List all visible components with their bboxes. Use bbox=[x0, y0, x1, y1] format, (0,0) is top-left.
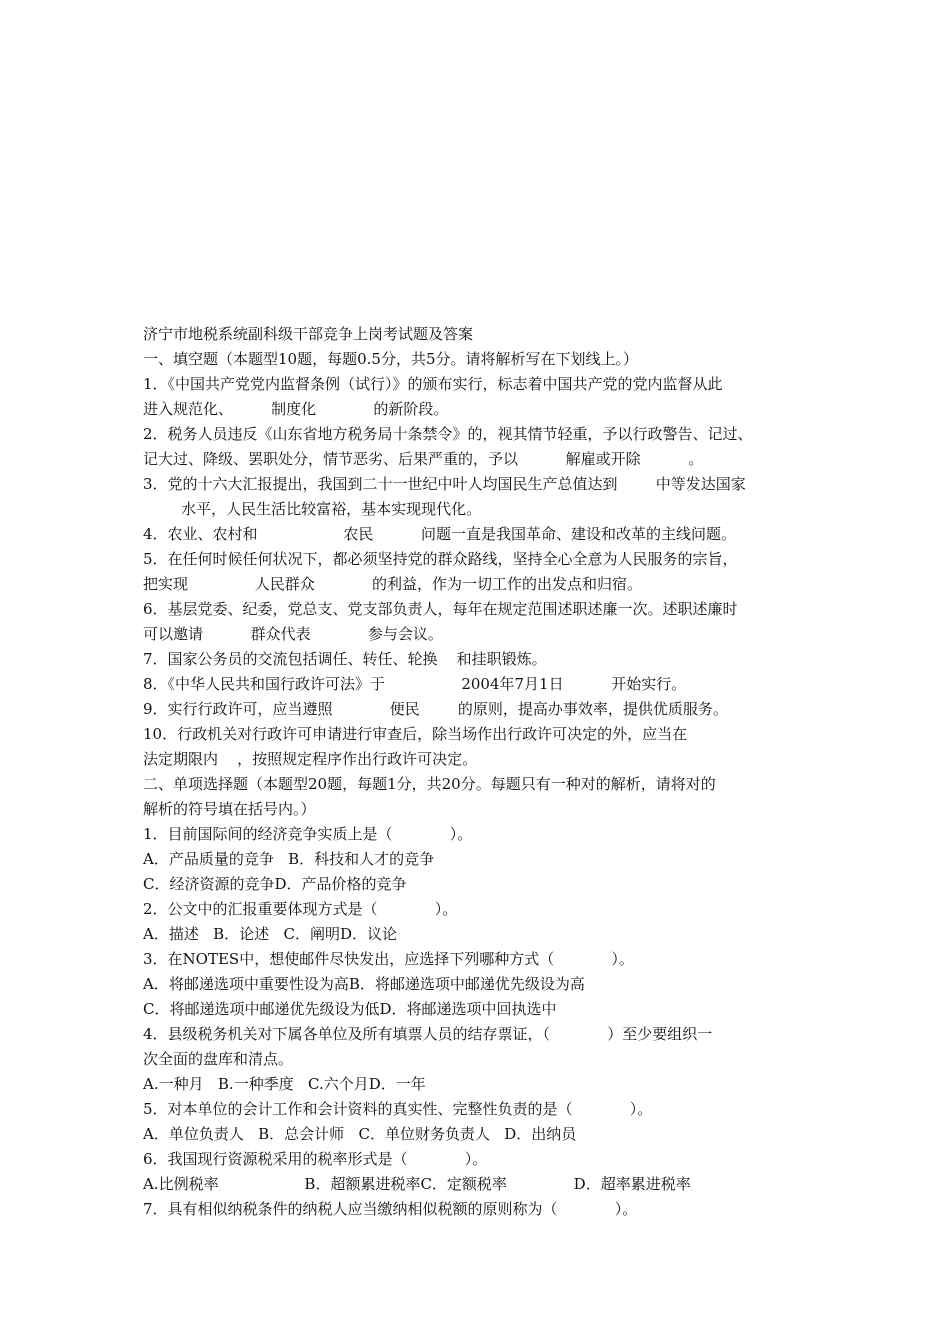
text-line: 可以邀请 群众代表 参与会议。 bbox=[143, 625, 443, 643]
text-line: 解析的符号填在括号内。） bbox=[143, 800, 316, 818]
document-body bbox=[143, 322, 833, 1222]
text-line: 次全面的盘库和清点。 bbox=[143, 1050, 294, 1068]
question-line: 6．我国现行资源税采用的税率形式是（ ）。 bbox=[143, 1150, 488, 1168]
question-line: 3．在NOTES中，想使邮件尽快发出，应选择下列哪种方式（ ）。 bbox=[143, 950, 634, 968]
option-line: A.比例税率 B．超额累进税率C．定额税率 D．超率累进税率 bbox=[143, 1175, 691, 1193]
text-line: 4．农业、农村和 农民 问题一直是我国革命、建设和改革的主线问题。 bbox=[143, 525, 737, 543]
text-line: 5．在任何时候任何状况下，都必须坚持党的群众路线，坚持全心全意为人民服务的宗旨， bbox=[143, 550, 738, 568]
option-line: C．将邮递选项中邮递优先级设为低D．将邮递选项中回执选中 bbox=[143, 1000, 557, 1018]
option-line: A．单位负责人 B．总会计师 C．单位财务负责人 D．出纳员 bbox=[143, 1125, 577, 1143]
text-line: 10．行政机关对行政许可申请进行审查后，除当场作出行政许可决定的外，应当在 bbox=[143, 725, 688, 743]
text-line: 进入规范化、 制度化 的新阶段。 bbox=[143, 400, 449, 418]
option-line: A．描述 B．论述 C．阐明D．议论 bbox=[143, 925, 397, 943]
text-line: 法定期限内 ，按照规定程序作出行政许可决定。 bbox=[143, 750, 478, 768]
question-line: 4．县级税务机关对下属各单位及所有填票人员的结存票证，（ ）至少要组织一 bbox=[143, 1025, 713, 1043]
text-line: 6．基层党委、纪委，党总支、党支部负责人，每年在规定范围述职述廉一次。述职述廉时 bbox=[143, 600, 738, 618]
option-line: A．产品质量的竞争 B．科技和人才的竞争 bbox=[143, 850, 435, 868]
text-line: 8．《中华人民共和国行政许可法》于 2004年7月1日 开始实行。 bbox=[143, 675, 687, 693]
text-line: 2．税务人员违反《山东省地方税务局十条禁令》的，视其情节轻重，予以行政警告、记过、 bbox=[143, 425, 753, 443]
question-line: 7．具有相似纳税条件的纳税人应当缴纳相似税额的原则称为（ ）。 bbox=[143, 1200, 638, 1218]
text-line: 水平，人民生活比较富裕，基本实现现代化。 bbox=[143, 500, 482, 518]
text-line: 3．党的十六大汇报提出，我国到二十一世纪中叶人均国民生产总值达到 中等发达国家 bbox=[143, 475, 746, 493]
text-line: 1．《中国共产党党内监督条例（试行）》的颁布实行，标志着中国共产党的党内监督从此 bbox=[143, 375, 723, 393]
document-title: 济宁市地税系统副科级干部竞争上岗考试题及答案 bbox=[143, 325, 474, 343]
question-line: 5．对本单位的会计工作和会计资料的真实性、完整性负责的是（ ）。 bbox=[143, 1100, 653, 1118]
text-line: 把实现 人民群众 的利益，作为一切工作的出发点和归宿。 bbox=[143, 575, 642, 593]
text-line: 9．实行行政许可，应当遵照 便民 的原则，提高办事效率，提供优质服务。 bbox=[143, 700, 728, 718]
text-line: 记大过、降级、罢职处分，情节恶劣、后果严重的，予以 解雇或开除 。 bbox=[143, 450, 704, 468]
option-line: A.一种月 B.一种季度 C.六个月D．一年 bbox=[143, 1075, 426, 1093]
text-line: 7．国家公务员的交流包括调任、转任、轮换 和挂职锻炼。 bbox=[143, 650, 547, 668]
section-heading-fill-in: 一、填空题（本题型10题，每题0.5分，共5分。请将解析写在下划线上。） bbox=[143, 350, 638, 368]
question-line: 2．公文中的汇报重要体现方式是（ ）。 bbox=[143, 900, 458, 918]
option-line: C．经济资源的竞争D．产品价格的竞争 bbox=[143, 875, 407, 893]
option-line: A．将邮递选项中重要性设为高B．将邮递选项中邮递优先级设为高 bbox=[143, 975, 585, 993]
section-heading-single-choice: 二、单项选择题（本题型20题，每题1分，共20分。每题只有一种对的解析，请将对的 bbox=[143, 775, 716, 793]
question-line: 1．目前国际间的经济竞争实质上是（ ）。 bbox=[143, 825, 473, 843]
